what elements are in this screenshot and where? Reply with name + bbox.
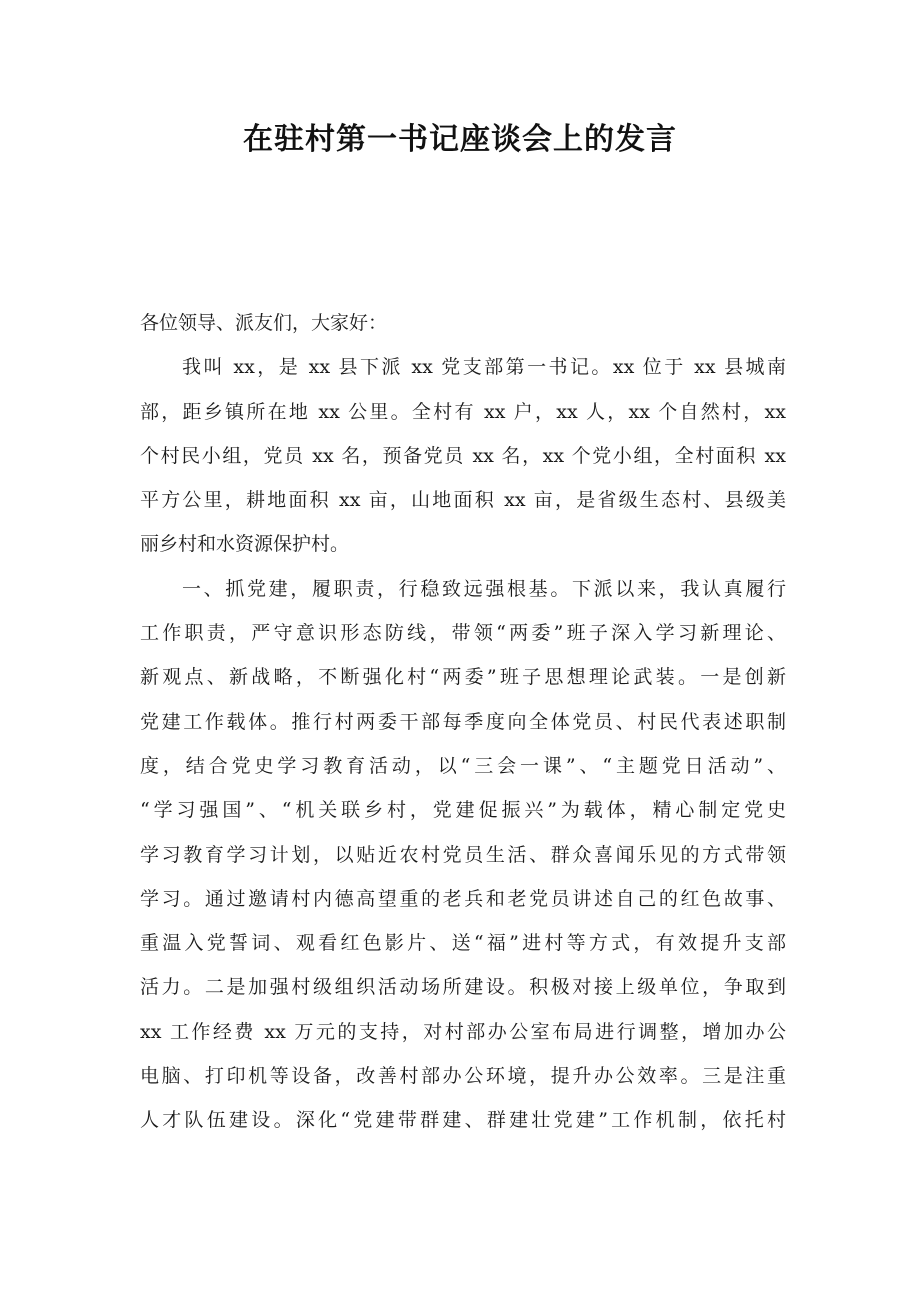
greeting-line: 各位领导、派友们，大家好： xyxy=(140,312,388,334)
paragraph-2-line: 人才队伍建设。深化“党建带群建、群建壮党建”工作机制，依托村 xyxy=(140,1109,786,1132)
paragraph-2-line: 党建工作载体。推行村两委干部每季度向全体党员、村民代表述职制 xyxy=(140,710,786,733)
paragraph-2-line: 新观点、新战略，不断强化村“两委”班子思想理论武装。一是创新 xyxy=(140,666,786,689)
paragraph-2-line: “学习强国”、“机关联乡村，党建促振兴”为载体，精心制定党史 xyxy=(140,799,786,822)
paragraph-1-line: 个村民小组，党员 xx 名，预备党员 xx 名，xx 个党小组，全村面积 xx xyxy=(140,444,786,467)
paragraph-2-line: 度，结合党史学习教育活动，以“三会一课”、“主题党日活动”、 xyxy=(140,754,786,777)
paragraph-2-line: 电脑、打印机等设备，改善村部办公环境，提升办公效率。三是注重 xyxy=(140,1065,786,1088)
document-title: 在驻村第一书记座谈会上的发言 xyxy=(243,122,677,157)
paragraph-2-line: xx 工作经费 xx 万元的支持，对村部办公室布局进行调整，增加办公 xyxy=(140,1020,786,1043)
paragraph-2-line: 工作职责，严守意识形态防线，带领“两委”班子深入学习新理论、 xyxy=(140,622,786,645)
paragraph-1-line: 我叫 xx，是 xx 县下派 xx 党支部第一书记。xx 位于 xx 县城南 xyxy=(182,356,786,379)
paragraph-2-line: 学习。通过邀请村内德高望重的老兵和老党员讲述自己的红色故事、 xyxy=(140,887,786,910)
paragraph-1-line: 部，距乡镇所在地 xx 公里。全村有 xx 户，xx 人，xx 个自然村，xx xyxy=(140,400,786,423)
document-body xyxy=(140,308,786,1150)
paragraph-1-line: 丽乡村和水资源保护村。 xyxy=(140,533,350,556)
paragraph-2-line: 重温入党誓词、观看红色影片、送“福”进村等方式，有效提升支部 xyxy=(140,932,786,955)
paragraph-2-line: 学习教育学习计划，以贴近农村党员生活、群众喜闻乐见的方式带领 xyxy=(140,843,786,866)
paragraph-2-line: 一、抓党建，履职责，行稳致远强根基。下派以来，我认真履行 xyxy=(182,577,786,600)
paragraph-1-line: 平方公里，耕地面积 xx 亩，山地面积 xx 亩，是省级生态村、县级美 xyxy=(140,489,786,512)
paragraph-2-line: 活力。二是加强村级组织活动场所建设。积极对接上级单位，争取到 xyxy=(140,976,786,999)
